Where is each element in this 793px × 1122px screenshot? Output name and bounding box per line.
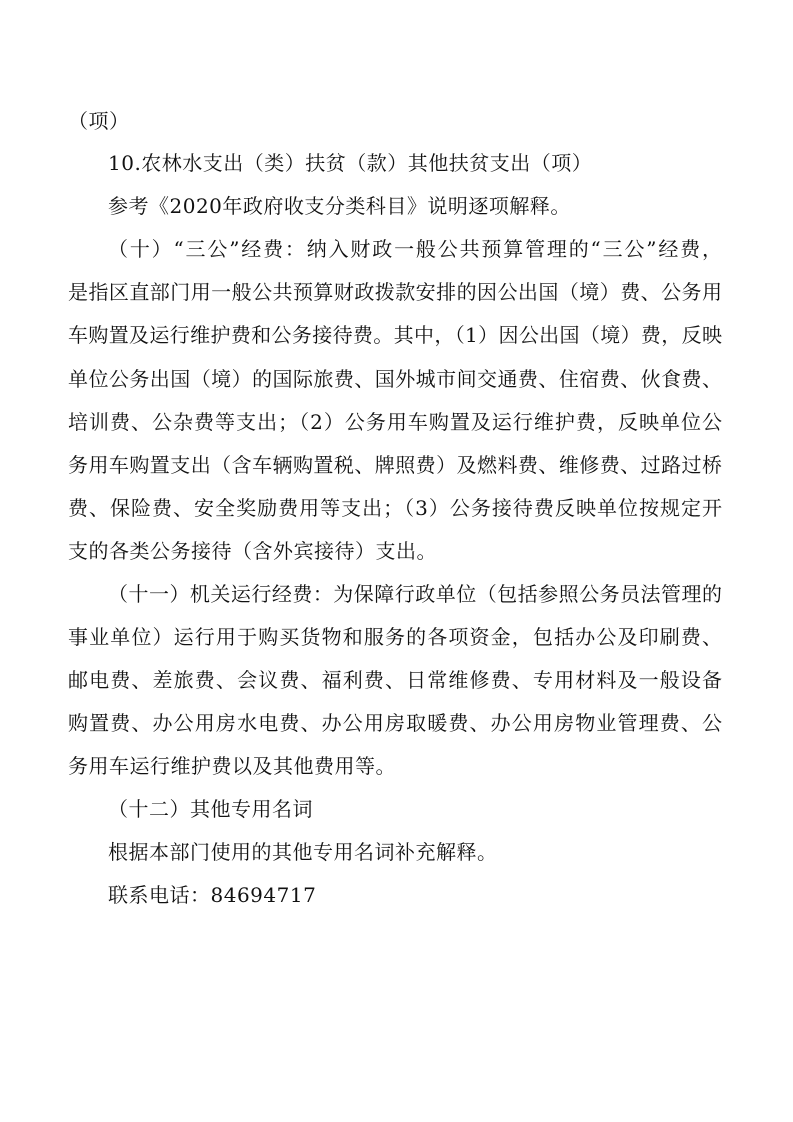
text-line: 购置费、办公用房水电费、办公用房取暖费、办公用房物业管理费、公 <box>68 711 722 735</box>
text-line: 10.农林水支出（类）扶贫（款）其他扶贫支出（项） <box>108 151 593 175</box>
text-line: 邮电费、差旅费、会议费、福利费、日常维修费、专用材料及一般设备 <box>68 668 722 692</box>
text-line: （十）“三公”经费：纳入财政一般公共预算管理的“三公”经费， <box>108 237 722 261</box>
text-line: 务用车购置支出（含车辆购置税、牌照费）及燃料费、维修费、过路过桥 <box>68 453 722 477</box>
text-line: 单位公务出国（境）的国际旅费、国外城市间交通费、住宿费、伙食费、 <box>68 367 722 391</box>
text-line: 费、保险费、安全奖励费用等支出；（3）公务接待费反映单位按规定开 <box>68 496 722 520</box>
text-line: 是指区直部门用一般公共预算财政拨款安排的因公出国（境）费、公务用 <box>68 280 722 304</box>
text-line: 事业单位）运行用于购买货物和服务的各项资金，包括办公及印刷费、 <box>68 625 722 649</box>
text-line: （项） <box>68 109 130 133</box>
text-line: 支的各类公务接待（含外宾接待）支出。 <box>68 539 437 563</box>
text-line: 参考《2020年政府收支分类科目》说明逐项解释。 <box>108 194 571 218</box>
text-line: （十二）其他专用名词 <box>108 797 313 821</box>
text-line: 车购置及运行维护费和公务接待费。其中，（1）因公出国（境）费，反映 <box>68 323 722 347</box>
text-line: 务用车运行维护费以及其他费用等。 <box>68 754 396 778</box>
text-line: 培训费、公杂费等支出；（2）公务用车购置及运行维护费，反映单位公 <box>68 410 722 434</box>
text-line: （十一）机关运行经费：为保障行政单位（包括参照公务员法管理的 <box>108 582 722 606</box>
text-line: 根据本部门使用的其他专用名词补充解释。 <box>108 840 498 864</box>
text-line: 联系电话：84694717 <box>108 883 317 907</box>
